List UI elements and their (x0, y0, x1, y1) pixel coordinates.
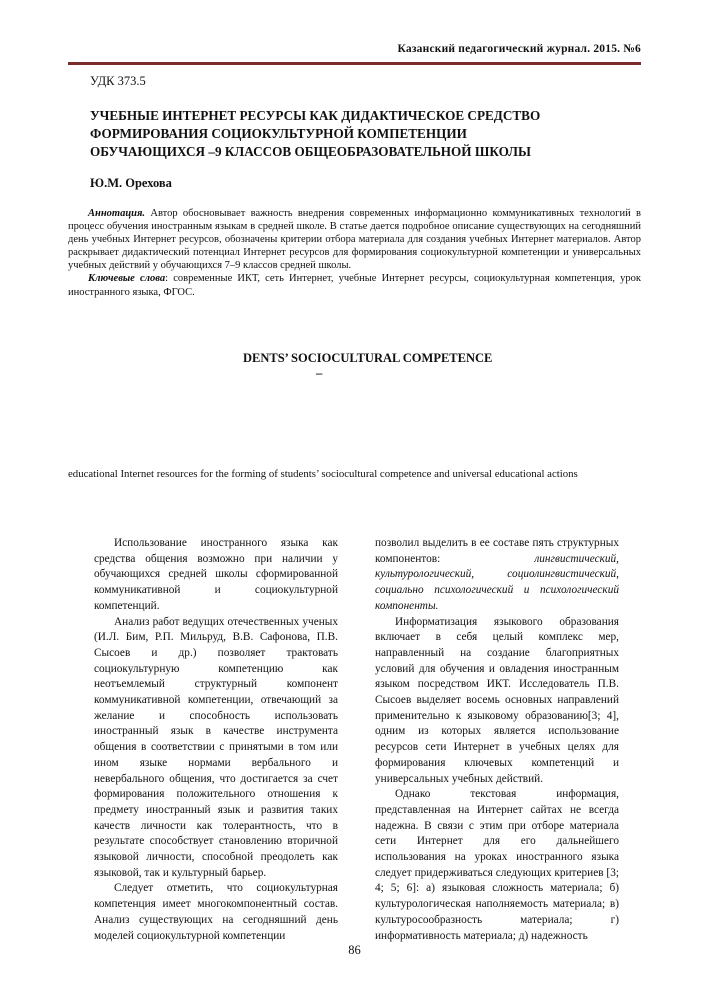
title-line-3: ОБУЧАЮЩИХСЯ –9 КЛАССОВ ОБЩЕОБРАЗОВАТЕЛЬНОЙ ШКОЛЫ (90, 144, 531, 159)
keywords-paragraph (68, 272, 641, 298)
journal-header: Казанский педагогический журнал. 2015. №6 (397, 43, 641, 55)
udk-code: УДК 373.5 (90, 74, 146, 88)
left-paragraph-2: Анализ работ ведущих отечественных ученых (И.Л. Бим, Р.П. Мильруд, В.В. Сафонова, П.В. Сысоев и др.) позволяет трактовать социокультурную компетенцию как неотъемлемый структурный компонент коммуникативной компетенции, отвечающий за желание и способность использовать иностранный язык в качестве инструмента общения в соответствии с принятыми в том или ином языке нормами вербального и невербального общения, что достигается за счет формирования положительного отношения к предмету иностранный язык и развития таких качеств личности как толерантность, что в результате способствует становлению вторичной языковой личности, способной преодолеть как языковой, так и культурный барьер. (94, 615, 338, 879)
english-title-dash: – (316, 366, 323, 380)
components-list: лингвистический, культурологический, социолингвистический, социально психологический и психологический компоненты. (375, 552, 619, 612)
abstract-text: Автор обосновывает важность внедрения современных информационно коммуникативных технологий в процесс обучения иностранным языкам в средней школе. В статье дается подробное описание существующих на сегодняшний день учебных Интернет ресурсов, обозначены критерии отбора материала для создания учебных Интернет материалов. Автор раскрывает дидактический потенциал Интернет ресурсов для формирования социокультурной компетенции и универсальных учебных действий у обучающихся 7–9 классов средней школы. (68, 208, 641, 272)
page-number: 86 (348, 943, 361, 957)
article-title (90, 107, 630, 161)
abstract-block (68, 207, 641, 299)
left-paragraph-1: Использование иностранного языка как средства общения возможно при наличии у обучающихся средней школы сформированной коммуникативной и социокультурной компетенций. (94, 537, 338, 612)
right-column (375, 536, 619, 944)
right-paragraph-1-text: позволил выделить в ее составе пять структурных компонентов: (375, 537, 619, 565)
left-paragraph-3: Следует отметить, что социокультурная компетенция имеет многокомпонентный состав. Анализ существующих на сегодняшний день моделей социокультурной компетенции (94, 882, 338, 942)
abstract-paragraph (68, 207, 641, 272)
keywords-label: Ключевые слова (88, 273, 166, 285)
author-name: Ю.М. Орехова (90, 176, 172, 190)
title-line-1: УЧЕБНЫЕ ИНТЕРНЕТ РЕСУРСЫ КАК ДИДАКТИЧЕСКОЕ СРЕДСТВО (90, 108, 541, 123)
header-divider (68, 62, 641, 65)
keywords-text: : современные ИКТ, сеть Интернет, учебные Интернет ресурсы, социокультурная компетенция, урок иностранного языка, ФГОС. (68, 273, 642, 298)
right-paragraph-2: Информатизация языкового образования включает в себя целый комплекс мер, направленный на создание благоприятных условий для обучения и овладения иностранным языком посредством ИКТ. Исследователь П.В. Сысоев выделяет восемь основных направлений применительно к языковому образованию[3; 4], одним из которых является использование ресурсов сети Интернет в учебных целях для формирования ключевых компетенций и универсальных учебных действий. (375, 615, 619, 785)
abstract-label: Аннотация. (88, 208, 146, 219)
right-paragraph-1 (375, 536, 619, 615)
left-column (94, 536, 338, 944)
english-keywords: educational Internet resources for the forming of students’ sociocultural competence and universal educational actions (68, 468, 578, 480)
title-line-2: ФОРМИРОВАНИЯ СОЦИОКУЛЬТУРНОЙ КОМПЕТЕНЦИИ (90, 126, 467, 141)
english-title: DENTS’ SOCIOCULTURAL COMPETENCE (243, 351, 493, 365)
right-paragraph-3: Однако текстовая информация, представленная на Интернет сайтах не всегда надежна. В связи с этим при отборе материала сети Интернет для его дальнейшего использования на уроках иностранного языка следует придерживаться следующих критериев [3; 4; 5; 6]: а) языковая сложность материала; б) культурологическая наполняемость материала; в) культуросообразность материала; г) информативность материала; д) надежность (375, 788, 619, 942)
